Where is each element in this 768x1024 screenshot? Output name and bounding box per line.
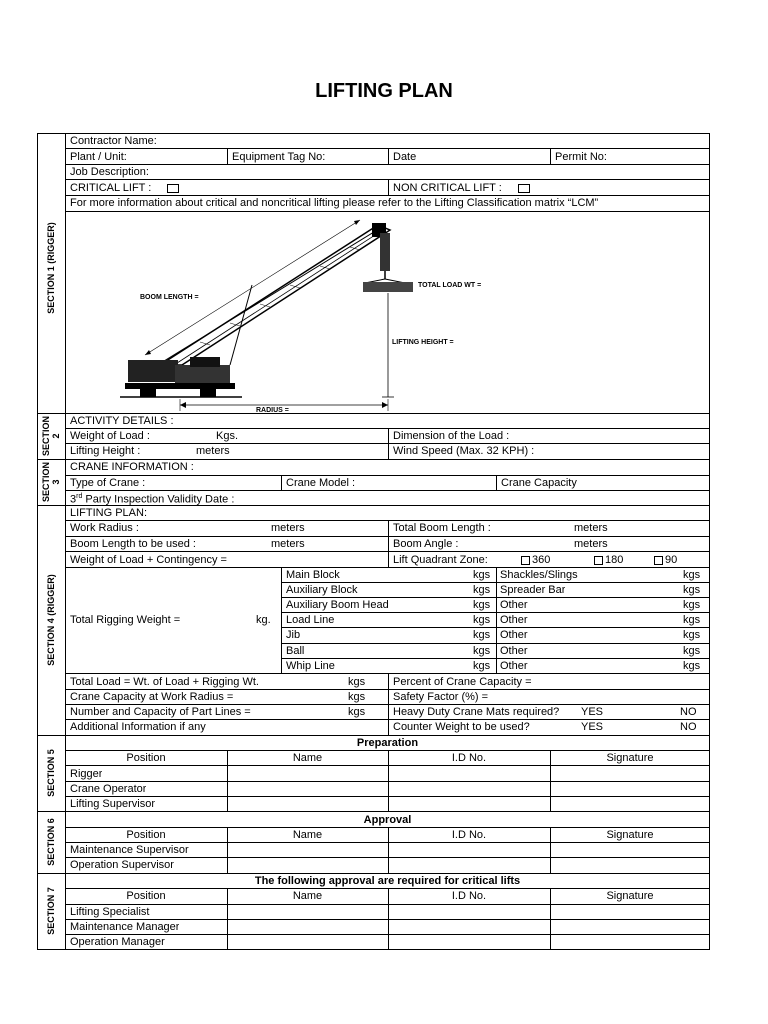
critical-lift-label: CRITICAL LIFT : [70, 181, 179, 195]
table-column-header: I.D No. [451, 829, 487, 841]
rigging-right-field[interactable]: Other [500, 614, 528, 626]
rigging-item-unit: kgs [473, 569, 491, 581]
rigging-item-unit: kgs [473, 629, 491, 641]
total-load-label: TOTAL LOAD WT = [418, 282, 482, 289]
counter-weight-yes[interactable]: YES [581, 721, 604, 733]
weight-unit: Kgs. [216, 430, 239, 442]
capacity-radius-unit: kgs [348, 691, 366, 703]
page-title: LIFTING PLAN [315, 80, 453, 102]
preparation-heading: Preparation [356, 737, 419, 749]
work-radius-unit: meters [271, 522, 305, 534]
total-boom-length-field[interactable]: Total Boom Length : [393, 522, 491, 534]
rigging-item-field[interactable]: Auxiliary Boom Head [286, 599, 389, 611]
table-row-position: Lifting Supervisor [70, 798, 155, 810]
counter-weight-question: Counter Weight to be used? [393, 721, 530, 733]
rigging-item-unit: kgs [473, 645, 491, 657]
table-column-header: I.D No. [451, 890, 487, 902]
percent-capacity-field[interactable]: Percent of Crane Capacity = [393, 676, 532, 688]
quadrant-360-checkbox[interactable] [521, 556, 530, 565]
quadrant-90-checkbox[interactable] [654, 556, 663, 565]
rigging-right-field[interactable]: Other [500, 660, 528, 672]
boom-used-unit: meters [271, 538, 305, 550]
rigging-item-field[interactable]: Whip Line [286, 660, 335, 672]
weight-contingency-field[interactable]: Weight of Load + Contingency = [70, 554, 227, 566]
table-column-header: I.D No. [451, 752, 487, 764]
crane-mats-question: Heavy Duty Crane Mats required? [393, 706, 560, 718]
rigging-right-field[interactable]: Other [500, 629, 528, 641]
table-row-position: Operation Manager [70, 936, 165, 948]
lifting-height-label: LIFTING HEIGHT = [392, 339, 454, 346]
section-4-label: SECTION 4 (RIGGER) [46, 574, 56, 666]
section-7-label: SECTION 7 [46, 887, 56, 935]
rigging-right-unit: kgs [683, 599, 701, 611]
quadrant-90-option[interactable]: 90 [654, 553, 677, 567]
lifting-height-field[interactable]: Lifting Height : [70, 445, 141, 457]
rigging-item-unit: kgs [473, 614, 491, 626]
additional-info-field[interactable]: Additional Information if any [70, 721, 206, 733]
table-row-position: Crane Operator [70, 783, 147, 795]
equipment-tag-field[interactable]: Equipment Tag No: [232, 151, 326, 163]
noncritical-lift-checkbox[interactable] [518, 184, 530, 193]
quadrant-360-option[interactable]: 360 [521, 553, 550, 567]
section-1-label: SECTION 1 (RIGGER) [46, 222, 56, 314]
boom-length-label: BOOM LENGTH = [140, 294, 199, 301]
critical-lift-checkbox[interactable] [167, 184, 179, 193]
total-load-field[interactable]: Total Load = Wt. of Load + Rigging Wt. [70, 676, 259, 688]
part-lines-field[interactable]: Number and Capacity of Part Lines = [70, 706, 251, 718]
table-row-position: Maintenance Manager [70, 921, 180, 933]
table-row-position: Operation Supervisor [70, 859, 174, 871]
critical-approval-heading: The following approval are required for critical lifts [254, 875, 521, 887]
rigging-right-field[interactable]: Shackles/Slings [500, 569, 578, 581]
rigging-right-unit: kgs [683, 614, 701, 626]
rigging-right-field[interactable]: Other [500, 645, 528, 657]
crane-type-field[interactable]: Type of Crane : [70, 477, 146, 489]
quadrant-180-checkbox[interactable] [594, 556, 603, 565]
rigging-right-field[interactable]: Spreader Bar [500, 584, 566, 596]
rigging-unit: kg. [256, 614, 271, 626]
quadrant-label: Lift Quadrant Zone: [393, 554, 488, 566]
crane-diagram [120, 215, 550, 413]
wind-speed-field[interactable]: Wind Speed (Max. 32 KPH) : [393, 445, 535, 457]
activity-heading: ACTIVITY DETAILS : [70, 415, 174, 427]
height-unit: meters [196, 445, 230, 457]
section-3-label: SECTION 3 [41, 461, 61, 503]
table-column-header: Signature [606, 890, 654, 902]
rigging-right-unit: kgs [683, 660, 701, 672]
info-text: For more information about critical and noncritical lifting please refer to the Lifting Classification matrix “LCM” [70, 197, 599, 209]
rigging-right-unit: kgs [683, 569, 701, 581]
job-description-field[interactable]: Job Description: [70, 166, 149, 178]
table-column-header: Signature [606, 752, 654, 764]
section-6-label: SECTION 6 [46, 818, 56, 866]
counter-weight-no[interactable]: NO [680, 721, 697, 733]
table-row-position: Lifting Specialist [70, 906, 150, 918]
rigging-item-field[interactable]: Main Block [286, 569, 340, 581]
work-radius-field[interactable]: Work Radius : [70, 522, 139, 534]
table-column-header: Position [126, 890, 166, 902]
rigging-item-field[interactable]: Jib [286, 629, 301, 641]
noncritical-lift-label: NON CRITICAL LIFT : [393, 181, 530, 195]
dimension-field[interactable]: Dimension of the Load : [393, 430, 510, 442]
table-column-header: Name [292, 752, 323, 764]
rigging-right-unit: kgs [683, 645, 701, 657]
rigging-right-unit: kgs [683, 584, 701, 596]
table-row-position: Maintenance Supervisor [70, 844, 189, 856]
boom-angle-field[interactable]: Boom Angle : [393, 538, 459, 550]
rigging-item-field[interactable]: Auxiliary Block [286, 584, 358, 596]
total-load-unit: kgs [348, 676, 366, 688]
rigging-item-unit: kgs [473, 584, 491, 596]
capacity-radius-field[interactable]: Crane Capacity at Work Radius = [70, 691, 234, 703]
total-boom-unit: meters [574, 522, 608, 534]
safety-factor-field[interactable]: Safety Factor (%) = [393, 691, 489, 703]
permit-no-field[interactable]: Permit No: [555, 151, 607, 163]
radius-label: RADIUS = [256, 407, 289, 414]
quadrant-180-option[interactable]: 180 [594, 553, 623, 567]
plant-unit-field[interactable]: Plant / Unit: [70, 151, 127, 163]
table-column-header: Position [126, 752, 166, 764]
lifting-plan-heading: LIFTING PLAN: [70, 507, 148, 519]
weight-of-load-field[interactable]: Weight of Load : [70, 430, 150, 442]
rigging-item-unit: kgs [473, 599, 491, 611]
crane-capacity-field[interactable]: Crane Capacity [501, 477, 577, 489]
part-lines-unit: kgs [348, 706, 366, 718]
boom-used-field[interactable]: Boom Length to be used : [70, 538, 196, 550]
rigging-item-unit: kgs [473, 660, 491, 672]
table-row-position: Rigger [70, 768, 103, 780]
approval-heading: Approval [363, 814, 412, 826]
crane-model-field[interactable]: Crane Model : [286, 477, 356, 489]
contractor-name-field[interactable]: Contractor Name: [70, 135, 157, 147]
table-column-header: Signature [606, 829, 654, 841]
table-column-header: Name [292, 829, 323, 841]
section-5-label: SECTION 5 [46, 749, 56, 797]
total-rigging-weight-field[interactable]: Total Rigging Weight = [70, 614, 181, 626]
crane-info-heading: CRANE INFORMATION : [70, 461, 194, 473]
date-field[interactable]: Date [393, 151, 417, 163]
boom-angle-unit: meters [574, 538, 608, 550]
crane-mats-yes[interactable]: YES [581, 706, 604, 718]
section-2-label: SECTION 2 [41, 415, 61, 457]
rigging-item-field[interactable]: Ball [286, 645, 305, 657]
crane-mats-no[interactable]: NO [680, 706, 697, 718]
rigging-item-field[interactable]: Load Line [286, 614, 335, 626]
rigging-right-unit: kgs [683, 629, 701, 641]
table-column-header: Position [126, 829, 166, 841]
table-column-header: Name [292, 890, 323, 902]
rigging-right-field[interactable]: Other [500, 599, 528, 611]
inspection-date-field[interactable]: 3rd Party Inspection Validity Date : [70, 493, 235, 506]
